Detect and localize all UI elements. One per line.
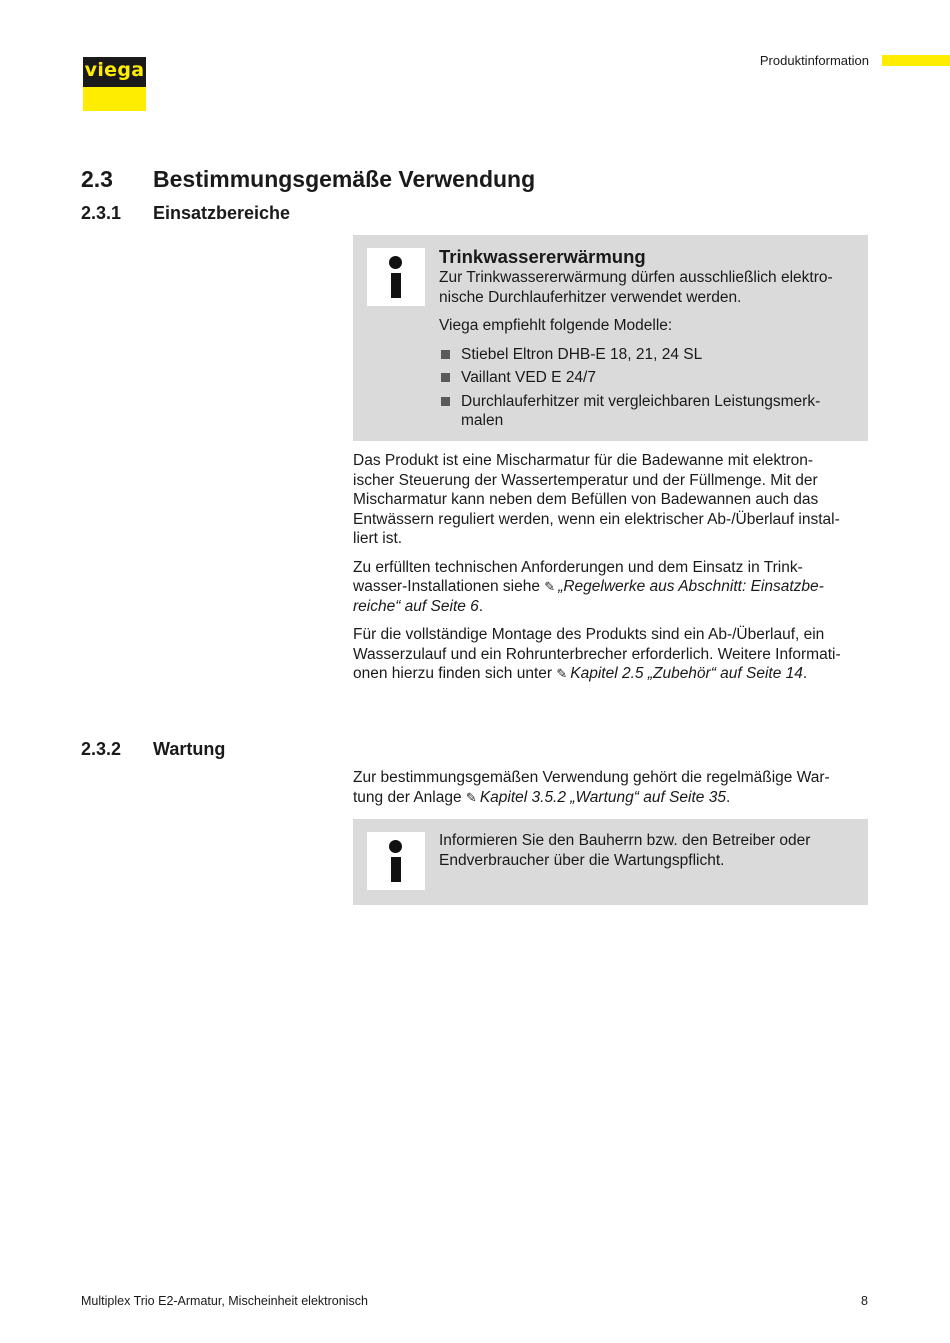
bullet-square <box>441 397 450 406</box>
list-item-text: Stiebel Eltron DHB-E 18, 21, 24 SL <box>461 345 703 363</box>
info-box-line: Informieren Sie den Bauherrn bzw. den Betreiber oder <box>439 832 811 849</box>
reference-link-regelwerke-cont[interactable]: reiche“ auf Seite 6 <box>353 597 479 615</box>
wartung-text <box>353 768 868 816</box>
subsection-title: Einsatzbereiche <box>153 203 291 223</box>
text-line <box>353 788 868 808</box>
info-box-content <box>439 246 857 435</box>
text-fragment: tung der Anlage <box>353 788 466 806</box>
footer-page-number: 8 <box>861 1294 868 1308</box>
text-line <box>353 664 868 684</box>
reference-arrow-icon: ✎ <box>465 789 477 805</box>
logo-dark-panel <box>83 57 146 87</box>
bullet-square <box>441 350 450 359</box>
text-line: ischer Steuerung der Wassertemperatur und der Füllmenge. Mit der <box>353 471 818 489</box>
paragraph-montage <box>353 625 868 684</box>
reference-link-regelwerke[interactable]: „Regelwerke aus Abschnitt: Einsatzbe- <box>558 578 824 595</box>
footer-document-title: Multiplex Trio E2-Armatur, Mischeinheit elektronisch <box>81 1294 368 1308</box>
model-list <box>439 345 857 431</box>
text-line: Entwässern reguliert werden, wenn ein elektrischer Ab-/Überlauf instal- <box>353 510 840 528</box>
list-item <box>439 368 857 388</box>
info-box-line: Endverbraucher über die Wartungspflicht. <box>439 851 725 869</box>
text-fragment: wasser-Installationen siehe <box>353 578 545 595</box>
einsatzbereiche-text <box>353 451 868 693</box>
list-item <box>439 345 857 365</box>
paragraph-product <box>353 451 868 549</box>
subsection-number: 2.3.1 <box>81 203 122 223</box>
reference-arrow-icon: ✎ <box>556 666 568 681</box>
paragraph-requirements <box>353 558 868 617</box>
reference-arrow-icon: ✎ <box>544 579 556 594</box>
bullet-square <box>441 373 450 382</box>
logo-text: viega <box>84 59 145 81</box>
info-box-line: nische Durchlauferhitzer verwendet werden. <box>439 288 742 306</box>
info-box-intro: Viega empfiehlt folgende Modelle: <box>439 317 673 334</box>
list-item-text: Durchlauferhitzer mit vergleichbaren Leistungsmerk- <box>461 392 821 410</box>
viega-logo <box>83 57 146 111</box>
text-line: Das Produkt ist eine Mischarmatur für die Badewanne mit elektron- <box>353 452 814 469</box>
info-icon <box>367 832 425 890</box>
info-icon-dot <box>389 840 402 853</box>
text-line: Wasserzulauf und ein Rohrunterbrecher erforderlich. Weitere Informati- <box>353 645 841 663</box>
logo-yellow-panel <box>83 87 146 111</box>
subsection-number: 2.3.2 <box>81 739 122 759</box>
info-icon <box>367 248 425 306</box>
section-title: Bestimmungsgemäße Verwendung <box>153 166 536 192</box>
text-line: Zur bestimmungsgemäßen Verwendung gehört die regelmäßige War- <box>353 769 830 786</box>
info-box-trinkwasser <box>353 235 868 441</box>
text-line: Zu erfüllten technischen Anforderungen und dem Einsatz in Trink- <box>353 558 803 576</box>
reference-link-wartung[interactable]: Kapitel 3.5.2 „Wartung“ auf Seite 35 <box>479 788 726 806</box>
text-fragment: . <box>478 597 484 615</box>
reference-link-zubehoer[interactable]: Kapitel 2.5 „Zubehör“ auf Seite 14 <box>570 665 803 682</box>
list-item <box>439 392 857 431</box>
subsection-title: Wartung <box>153 739 226 759</box>
list-item-text: Vaillant VED E 24/7 <box>461 369 596 386</box>
text-line: Mischarmatur kann neben dem Befüllen von Badewannen auch das <box>353 491 819 508</box>
info-box-title: Trinkwassererwärmung <box>439 246 646 267</box>
info-box-content <box>439 831 857 870</box>
text-fragment: . <box>802 665 808 682</box>
header-accent-bar <box>882 55 950 66</box>
info-icon-dot <box>389 256 402 269</box>
info-icon-stem <box>391 857 401 882</box>
text-line: liert ist. <box>353 530 403 547</box>
text-line: Für die vollständige Montage des Produkts sind ein Ab-/Überlauf, ein <box>353 626 825 643</box>
header-label: Produktinformation <box>759 53 869 68</box>
text-line <box>353 597 868 617</box>
info-icon-stem <box>391 273 401 298</box>
paragraph-wartung <box>353 768 868 807</box>
text-fragment: onen hierzu finden sich unter <box>353 665 557 682</box>
list-item-text: malen <box>461 412 504 429</box>
section-number: 2.3 <box>81 166 113 192</box>
info-box-wartung <box>353 819 868 905</box>
info-box-line: Zur Trinkwassererwärmung dürfen ausschließlich elektro- <box>439 269 833 286</box>
text-fragment: . <box>725 788 731 806</box>
text-line <box>353 577 868 597</box>
